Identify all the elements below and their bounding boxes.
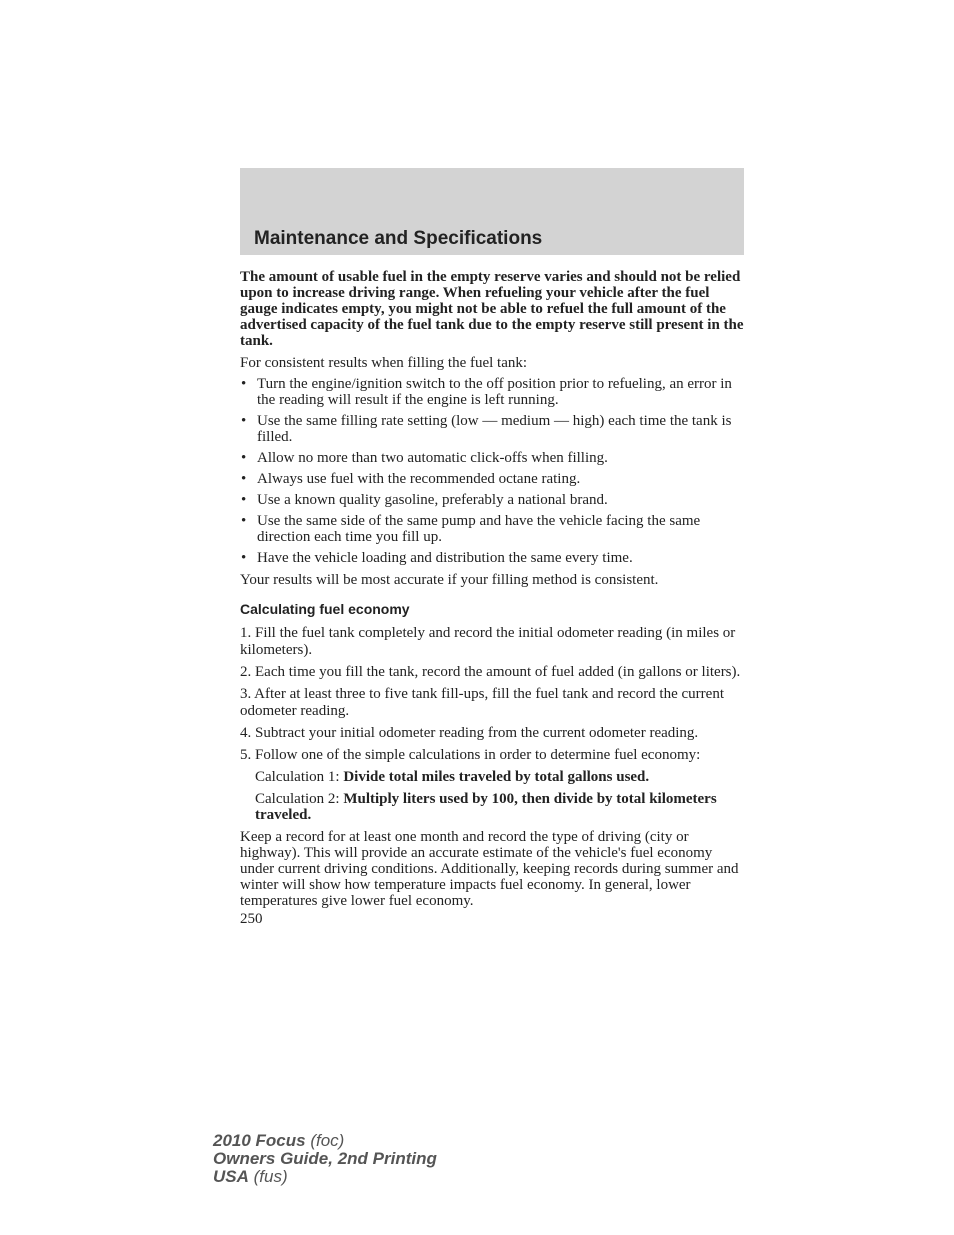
calculation-1-label: Calculation 1: [255,769,344,785]
list-item-text: Use the same side of the same pump and have the vehicle facing the same direction each time you fill up. [257,513,701,545]
calculation-1-text: Divide total miles traveled by total gallons used. [343,769,650,785]
step-1: 1. Fill the fuel tank completely and record the initial odometer reading (in miles or kilometers). [240,625,736,658]
list-item [240,376,744,408]
list-item-text: Have the vehicle loading and distribution the same every time. [257,550,633,566]
bullet-icon: • [241,471,247,487]
calculation-2-label: Calculation 2: [255,791,344,807]
list-item-text: Use a known quality gasoline, preferably a national brand. [257,492,608,508]
subsection-title: Calculating fuel economy [240,601,410,617]
bullet-icon: • [241,376,247,392]
section-header-band [240,168,744,255]
footer-line-3 [213,1168,437,1186]
record-keeping-paragraph: Keep a record for at least one month and record the type of driving (city or highway). This will provide an accurate estimate of the vehicle's fuel economy under current driving conditions. Additionally, keeping records during summer and winter will show how temperature impacts fuel economy. In general, lower temperatures give lower fuel economy. [240,829,739,909]
step-4: 4. Subtract your initial odometer reading from the current odometer reading. [240,725,699,741]
bullet-icon: • [241,413,247,429]
calculation-2-text: Multiply liters used by 100, then divide by total kilometers traveled. [255,791,717,823]
footer-model-code: (foc) [305,1131,345,1150]
bullet-icon: • [241,513,247,529]
step-5: 5. Follow one of the simple calculations in order to determine fuel economy: [240,747,701,763]
fuel-reserve-warning: The amount of usable fuel in the empty reserve varies and should not be relied upon to increase driving range. When refueling your vehicle after the fuel gauge indicates empty, you might not be able to refuel the full amount of the advertised capacity of the fuel tank due to the empty reserve still present in the tank. [240,269,744,349]
list-item [240,550,744,566]
list-item-text: Always use fuel with the recommended octane rating. [257,471,581,487]
list-item [240,450,744,466]
document-footer [213,1132,437,1186]
list-item-text: Allow no more than two automatic click-offs when filling. [257,450,608,466]
list-item [240,513,744,545]
list-item [240,471,744,487]
bullet-icon: • [241,550,247,566]
page-number: 250 [240,911,263,927]
list-item [240,413,744,445]
footer-market: USA [213,1167,249,1186]
footer-market-code: (fus) [248,1167,288,1186]
footer-line-1 [213,1132,437,1150]
page-content [240,269,744,927]
section-title: Maintenance and Specifications [254,228,543,249]
results-note: Your results will be most accurate if your filling method is consistent. [240,572,659,588]
footer-line-2: Owners Guide, 2nd Printing [213,1149,437,1168]
calculation-2 [255,791,744,823]
step-2: 2. Each time you fill the tank, record the amount of fuel added (in gallons or liters). [240,664,741,680]
intro-paragraph: For consistent results when filling the fuel tank: [240,355,528,371]
list-item [240,492,744,508]
refueling-tips-list [240,376,744,566]
bullet-icon: • [241,492,247,508]
bullet-icon: • [241,450,247,466]
calculation-1 [255,769,744,785]
footer-model: 2010 Focus [213,1131,306,1150]
list-item-text: Turn the engine/ignition switch to the off position prior to refueling, an error in the reading will result if the engine is left running. [257,376,732,408]
step-3: 3. After at least three to five tank fill-ups, fill the fuel tank and record the current odometer reading. [240,686,724,719]
list-item-text: Use the same filling rate setting (low — medium — high) each time the tank is filled. [257,413,732,445]
